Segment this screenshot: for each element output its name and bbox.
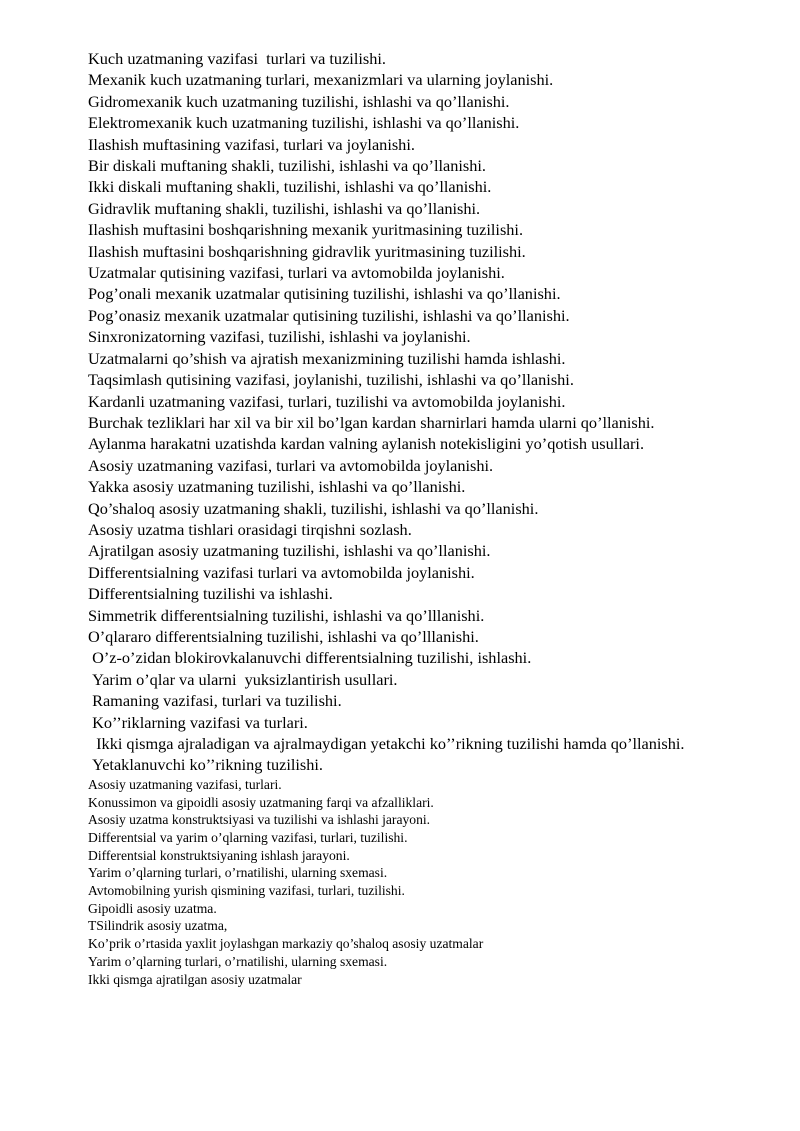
topic-line: Ilashish muftasini boshqarishning mexanik yuritmasining tuzilishi. [88,220,524,240]
topic-line: Yarim o’qlar va ularni yuksizlantirish usullari. [88,669,398,689]
topic-line-small: Ko’prik o’rtasida yaxlit joylashgan markaziy qo’shaloq asosiy uzatmalar [88,936,484,952]
topic-line-small: Yarim o’qlarning turlari, o’rnatilishi, ularning sxemasi. [88,953,388,969]
topic-line: Uzatmalarni qo’shish va ajratish mexanizmining tuzilishi hamda ishlashi. [88,348,566,368]
topic-line-small: Asosiy uzatma konstruktsiyasi va tuzilishi va ishlashi jarayoni. [88,812,431,828]
topic-line-small: Avtomobilning yurish qismining vazifasi, turlari, tuzilishi. [88,883,405,899]
topic-line-small: Konussimon va gipoidli asosiy uzatmaning farqi va afzalliklari. [88,794,434,810]
topic-line: Yetaklanuvchi ko’’rikning tuzilishi. [88,755,324,775]
topic-line: Yakka asosiy uzatmaning tuzilishi, ishlashi va qo’llanishi. [88,477,466,497]
topic-line: Ko’’riklarning vazifasi va turlari. [88,712,308,732]
topic-line: Kuch uzatmaning vazifasi turlari va tuzilishi. [88,49,386,68]
topic-line-small: Ikki qismga ajratilgan asosiy uzatmalar [88,971,302,987]
topic-line: Qo’shaloq asosiy uzatmaning shakli, tuzilishi, ishlashi va qo’llanishi. [88,498,539,518]
topic-line-small: Asosiy uzatmaning vazifasi, turlari. [88,776,282,792]
topic-line: Sinxronizatorning vazifasi, tuzilishi, ishlashi va joylanishi. [88,327,471,347]
topic-line-small: TSilindrik asosiy uzatma, [88,918,228,934]
topic-line-small: Differentsial konstruktsiyaning ishlash jarayoni. [88,847,350,863]
topic-line: Pog’onasiz mexanik uzatmalar qutisining tuzilishi, ishlashi va qo’llanishi. [88,305,570,325]
topic-line: Differentsialning vazifasi turlari va avtomobilda joylanishi. [88,562,475,582]
topic-line-small: Gipoidli asosiy uzatma. [88,900,217,916]
topic-line: Differentsialning tuzilishi va ishlashi. [88,584,333,604]
topic-line: Gidromexanik kuch uzatmaning tuzilishi, ishlashi va qo’llanishi. [88,91,510,111]
topic-line: Ikki qismga ajraladigan va ajralmaydigan yetakchi ko’’rikning tuzilishi hamda qo’llanishi. [88,734,685,753]
topic-line: Elektromexanik kuch uzatmaning tuzilishi, ishlashi va qo’llanishi. [88,113,520,133]
topic-line: Ikki diskali muftaning shakli, tuzilishi, ishlashi va qo’llanishi. [88,177,492,197]
topic-line: Asosiy uzatmaning vazifasi, turlari va avtomobilda joylanishi. [88,455,494,475]
topic-line: Kardanli uzatmaning vazifasi, turlari, tuzilishi va avtomobilda joylanishi. [88,391,566,411]
topic-line: Ramaning vazifasi, turlari va tuzilishi. [88,691,342,711]
topic-line: Pog’onali mexanik uzatmalar qutisining tuzilishi, ishlashi va qo’llanishi. [88,284,561,304]
topic-line: Taqsimlash qutisining vazifasi, joylanishi, tuzilishi, ishlashi va qo’llanishi. [88,370,574,390]
topic-list-small [88,776,724,988]
topic-list-large [88,48,724,776]
topic-line: Gidravlik muftaning shakli, tuzilishi, ishlashi va qo’llanishi. [88,198,481,218]
topic-line-small: Differentsial va yarim o’qlarning vazifasi, turlari, tuzilishi. [88,829,408,845]
document-page [88,48,724,988]
topic-line: O’qlararo differentsialning tuzilishi, ishlashi va qo’lllanishi. [88,626,479,646]
topic-line: Uzatmalar qutisining vazifasi, turlari va avtomobilda joylanishi. [88,263,505,283]
topic-line: O’z-o’zidan blokirovkalanuvchi differentsialning tuzilishi, ishlashi. [88,648,532,668]
topic-line: Bir diskali muftaning shakli, tuzilishi, ishlashi va qo’llanishi. [88,156,486,176]
topic-line: Asosiy uzatma tishlari orasidagi tirqishni sozlash. [88,519,412,539]
topic-line: Ilashish muftasini boshqarishning gidravlik yuritmasining tuzilishi. [88,241,526,261]
topic-line: Ilashish muftasining vazifasi, turlari va joylanishi. [88,134,415,154]
topic-line: Mexanik kuch uzatmaning turlari, mexanizmlari va ularning joylanishi. [88,70,554,90]
topic-line: Aylanma harakatni uzatishda kardan valning aylanish notekisligini yo’qotish usullari. [88,434,645,454]
topic-line: Simmetrik differentsialning tuzilishi, ishlashi va qo’lllanishi. [88,605,485,625]
topic-line: Burchak tezliklari har xil va bir xil bo’lgan kardan sharnirlari hamda ularni qo’llanishi. [88,412,655,432]
topic-line-small: Yarim o’qlarning turlari, o’rnatilishi, ularning sxemasi. [88,865,388,881]
topic-line: Ajratilgan asosiy uzatmaning tuzilishi, ishlashi va qo’llanishi. [88,541,491,561]
